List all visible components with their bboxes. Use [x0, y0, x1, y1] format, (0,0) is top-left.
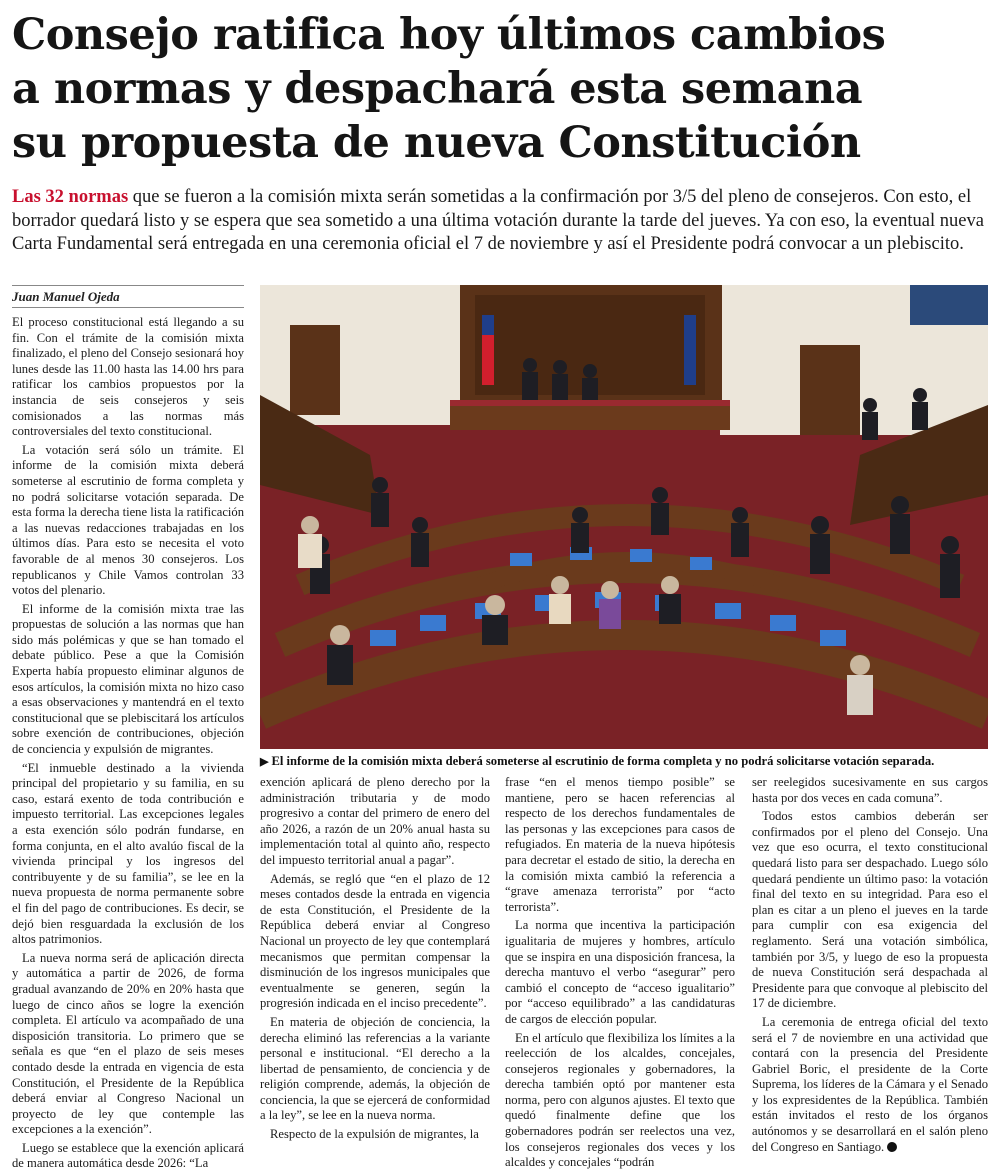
paragraph: La votación será sólo un trámite. El informe de la comisión mixta deberá someterse al escrutinio de forma completa y no podrá solicitarse votación separada. De esta forma la derecha tiene lista la ratificación a las nuevas redacciones trabajadas en los últimos días. Para esto se necesita el voto favorable de al menos 30 consejeros. Los republicanos y Chile Vamos controlan 33 votos del plenario.	[12, 442, 244, 598]
caption-text: El informe de la comisión mixta deberá someterse al escrutinio de forma completa y no podrá solicitarse votación separada.	[271, 754, 935, 768]
paragraph: El informe de la comisión mixta trae las propuestas de solución a las normas que han sido más polémicas y que se han tomado el debate público. Pese a que la Comisión Experta había propuesto eliminar algunos de esos artículos, la comisión mixta no hizo caso a esas observaciones y mantendrá en el texto constitucional que se plebiscitará los artículos sobre exención de contribuciones, objeción de conciencia y expulsión de migrantes.	[12, 601, 244, 757]
paragraph-text: La ceremonia de entrega oficial del texto será el 7 de noviembre en una actividad que contará con la presencia del Presidente Gabriel Boric, el presidente de la Corte Suprema, los líderes de la Cámara y el Senado y los expresidentes de la República. También están invitados el resto de los órganos autónomos y se desarrollará en el salón pleno del Congreso en Santiago.	[752, 1014, 988, 1154]
article-column-4	[752, 775, 988, 1165]
lead-text: que se fueron a la comisión mixta serán sometidas a la confirmación por 3/5 del pleno de consejeros. Con esto, el borrador quedará listo y se espera que sea sometido a una última votación durante la tarde del jueves. Ya con eso, la eventual nueva Carta Fundamental será entregada en una ceremonia oficial el 7 de noviembre y así el Presidente podrá convocar a un plebiscito.	[12, 187, 984, 254]
headline-line: a normas y despachará esta semana	[12, 64, 863, 114]
chamber-photo	[260, 285, 988, 749]
paragraph: exención aplicará de pleno derecho por la administración tributaria y de modo progresivo a contar del primero de enero del año 2026, a razón de un 20% anual hasta su implementación total al quinto año, respecto del impuesto territorial anual a pagar”.	[260, 775, 490, 867]
byline-rule-bottom	[12, 307, 244, 308]
paragraph: La norma que incentiva la participación igualitaria de mujeres y hombres, artículo que se inspira en una disposición francesa, la derecha mantuvo el verbo “asegurar” pero cambió el concepto de “acceso igualitario” por “acceso equilibrado” a las candidaturas de cargos de elección popular.	[505, 918, 735, 1026]
byline-rule-top	[12, 285, 244, 286]
end-of-article-icon	[887, 1142, 897, 1152]
headline-line: Consejo ratifica hoy últimos cambios	[12, 10, 886, 60]
byline: Juan Manuel Ojeda	[12, 289, 120, 304]
article-column-3	[505, 775, 735, 1170]
headline-line: su propuesta de nueva Constitución	[12, 118, 861, 168]
article-column-2	[260, 775, 490, 1165]
paragraph: Además, se regló que “en el plazo de 12 meses contados desde la entrada en vigencia de esta Constitución, el Presidente de la República deberá enviar al Congreso Nacional un proyecto de ley que contemplará mecanismos que permitan compensar la disminución de los ingresos municipales que eventualmente se generen, según la progresión indicada en el inciso precedente”.	[260, 871, 490, 1011]
chamber-photo-icon	[260, 285, 988, 749]
paragraph: ser reelegidos sucesivamente en sus cargos hasta por dos veces en cada comuna”.	[752, 775, 988, 805]
lead-paragraph	[12, 186, 988, 257]
paragraph: “El inmueble destinado a la vivienda principal del propietario y su familia, en su caso, estará exento de toda contribución e impuesto territorial. Las excepciones legales a esta exención sólo podrán fundarse, en forma conjunta, en el alto avalúo fiscal de la vivienda principal y los ingresos del contribuyente y de su familia”, se lee en la nueva propuesta de norma permanente sobre el fin del pago de contribuciones. Es decir, se dejó bien resguardada la exclusión de los altos patrimonios.	[12, 760, 244, 947]
paragraph: En el artículo que flexibiliza los límites a la reelección de los alcaldes, concejales, consejeros regionales y gobernadores, la derecha también optó por mantener esta norma, pero con algunos ajustes. El texto que quedó finalmente define que los gobernadores podrán ser reelectos una vez, los consejeros regionales dos veces y los alcaldes y concejales “podrán	[505, 1030, 735, 1170]
headline	[12, 8, 988, 170]
paragraph: Respecto de la expulsión de migrantes, la	[270, 1127, 479, 1142]
article-column-1	[12, 315, 244, 1171]
paragraph: La nueva norma será de aplicación directa y automática a partir de 2026, de forma gradual avanzando de 20% en 20% hasta que luego de cinco años se logre la exención completa. El artículo va acompañado de una disposición transitoria. Lo primero que se señala es que “en el plazo de seis meses contado desde la entrada en vigencia de esta Constitución, el Presidente de la República deberá enviar al Congreso Nacional un proyecto de ley que contemple las excepciones a la exención”.	[12, 950, 244, 1137]
photo-caption	[260, 753, 988, 770]
paragraph: Luego se establece que la exención aplicará de manera automática desde 2026: “La	[12, 1140, 244, 1171]
paragraph: El proceso constitucional está llegando a su fin. Con el trámite de la comisión mixta finalizado, el pleno del Consejo sesionará hoy lunes desde las 11.00 hasta las 14.00 hrs para ratificar los cambios propuestos por la instancia de seis consejeros y seis comisionados a las normas más controversiales del texto constitucional.	[12, 315, 244, 439]
paragraph: Todos estos cambios deberán ser confirmados por el pleno del Consejo. Una vez que eso ocurra, el texto constitucional quedará listo para ser despachado. Luego sólo quedará pendiente un último paso: la votación final del texto en su integridad. Para eso el plan es citar a un pleno el jueves en la tarde para cumplir con esa exigencia del reglamento. Será una votación simbólica, también por 3/5, y luego de eso la propuesta de nueva Constitución será despachada al Presidente para que convoque al plebiscito del 17 de diciembre.	[752, 809, 988, 1011]
paragraph: En materia de objeción de conciencia, la derecha eliminó las referencias a la variante personal e institucional. “El derecho a la libertad de pensamiento, de conciencia y de religión comprende, además, la objeción de conciencia, la que se ejercerá de conformidad a la ley”, se lee en la nueva norma.	[260, 1014, 490, 1123]
paragraph	[752, 1015, 988, 1155]
paragraph: frase “en el menos tiempo posible” se mantiene, pero se hacen referencias al respecto de los derechos fundamentales de las personas y las excepciones para casos de refugiados. En materia de la nueva hipótesis para decretar el estado de sitio, la derecha en la comisión mixta cambió la referencia a “grave amenaza terrorista” por “acto terrorista”.	[505, 775, 735, 914]
caption-arrow-icon: ▶	[260, 756, 269, 768]
lead-highlight: Las 32 normas	[12, 187, 129, 207]
